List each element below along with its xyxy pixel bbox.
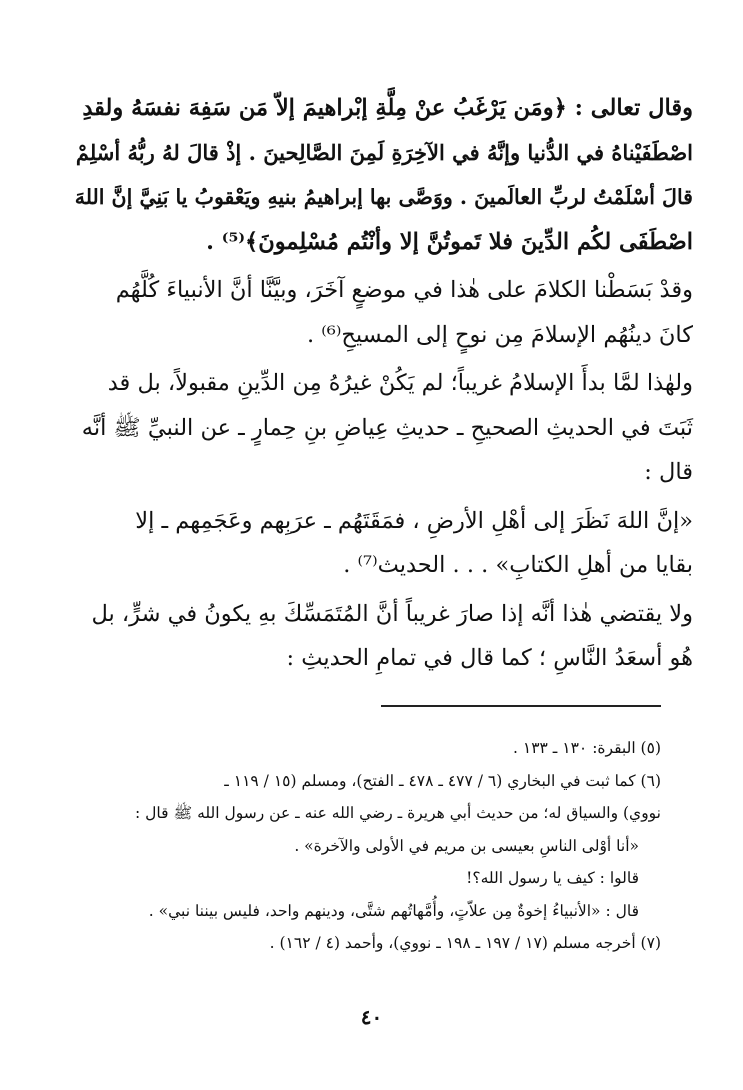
footnote-line: نووي) والسياق له؛ من حديث أبي هريرة ـ رضي الله عنه ـ عن رسول الله ﷺ قال : <box>134 804 661 822</box>
text-line: وقال تعالى : ﴿ومَن يَرْغَبُ عنْ مِلَّةِ إبْراهيمَ إلاّ مَن سَفِهَ نفسَهُ ولقدِ <box>82 95 693 121</box>
body-paragraph <box>62 592 693 681</box>
text-line: وقدْ بَسَطْنا الكلامَ على هٰذا في موضعٍ آخَرَ، وبيَّنَّا أنَّ الأنبياءَ كُلَّهُم <box>115 277 693 303</box>
text-line: اصْطَفَيْناهُ في الدُّنيا وإنَّهُ في الآخِرَةِ لَمِنَ الصَّالِحينَ . إذْ قالَ لهُ ربُّهُ أسْلِمْ <box>75 139 693 165</box>
text-line: قال : <box>644 459 693 485</box>
quran-paragraph <box>62 86 693 264</box>
page-number: ٤٠ <box>360 1005 383 1029</box>
footnote-divider <box>381 705 661 707</box>
text-line: اصْطَفَى لكُم الدِّينَ فلا تَموتُنَّ إلا وأنْتُم مُسْلِمونَ﴾⁽⁵⁾ . <box>206 228 693 255</box>
text-line: كانَ دينُهُم الإسلامَ مِن نوحٍ إلى المسيحِ⁽⁶⁾ . <box>306 321 693 348</box>
text-line: ثَبَتَ في الحديثِ الصحيحِ ـ حديثِ عِياضِ بنِ حِمارٍ ـ عن النبيِّ ﷺ أنَّه <box>81 414 693 441</box>
text-line: ولهٰذا لمَّا بدأَ الإسلامُ غريباً؛ لم يَكُنْ غيرُهُ مِن الدِّينِ مقبولاً، بل قد <box>107 370 693 396</box>
body-paragraph <box>62 268 693 357</box>
body-paragraph <box>62 361 693 495</box>
text-line: قالَ أسْلَمْتُ لربِّ العالَمينَ . ووَصَّى بها إبراهيمُ بنيهِ ويَعْقوبُ يا بَنِيَّ إنَّ اللهَ <box>74 185 693 209</box>
text-line: هُو أسعَدُ النَّاسِ ؛ كما قال في تمامِ الحديثِ : <box>286 645 693 671</box>
footnote-line: قال : «الأنبياءُ إخوةٌ مِن علاّتٍ، وأُمَّهاتُهم شتَّى، ودينهم واحد، فليس بيننا نبي» . <box>148 901 639 920</box>
page-body <box>62 86 693 681</box>
text-line: ولا يقتضي هٰذا أنَّه إذا صارَ غريباً أنَّ المُتَمَسِّكَ بهِ يكونُ في شرٍّ، بل <box>91 600 693 627</box>
footnote-line: (٥) البقرة: ١٣٠ ـ ١٣٣ . <box>513 739 661 757</box>
hadith-paragraph <box>62 499 693 588</box>
footnote-line: (٧) أخرجه مسلم (١٧ / ١٩٧ ـ ١٩٨ ـ نووي)، وأحمد (٤ / ١٦٢) . <box>269 934 661 952</box>
text-line: بقايا من أهلِ الكتابِ» . . . الحديث⁽⁷⁾ . <box>343 552 693 578</box>
footnote-line: (٦) كما ثبت في البخاري (٦ / ٤٧٧ ـ ٤٧٨ ـ الفتح)، ومسلم (١٥ / ١١٩ ـ <box>224 771 661 790</box>
footnotes <box>62 732 661 960</box>
footnote-line: قالوا : كيف يا رسول الله؟! <box>466 869 639 887</box>
footnote-line: «أنا أوْلى الناسِ بعيسى بن مريم في الأولى والآخرة» . <box>294 836 639 855</box>
text-line: «إنَّ اللهَ نَظَرَ إلى أهْلِ الأرضِ ، فمَقَتَهُم ـ عرَبِهم وعَجَمِهم ـ إلا <box>135 507 693 534</box>
